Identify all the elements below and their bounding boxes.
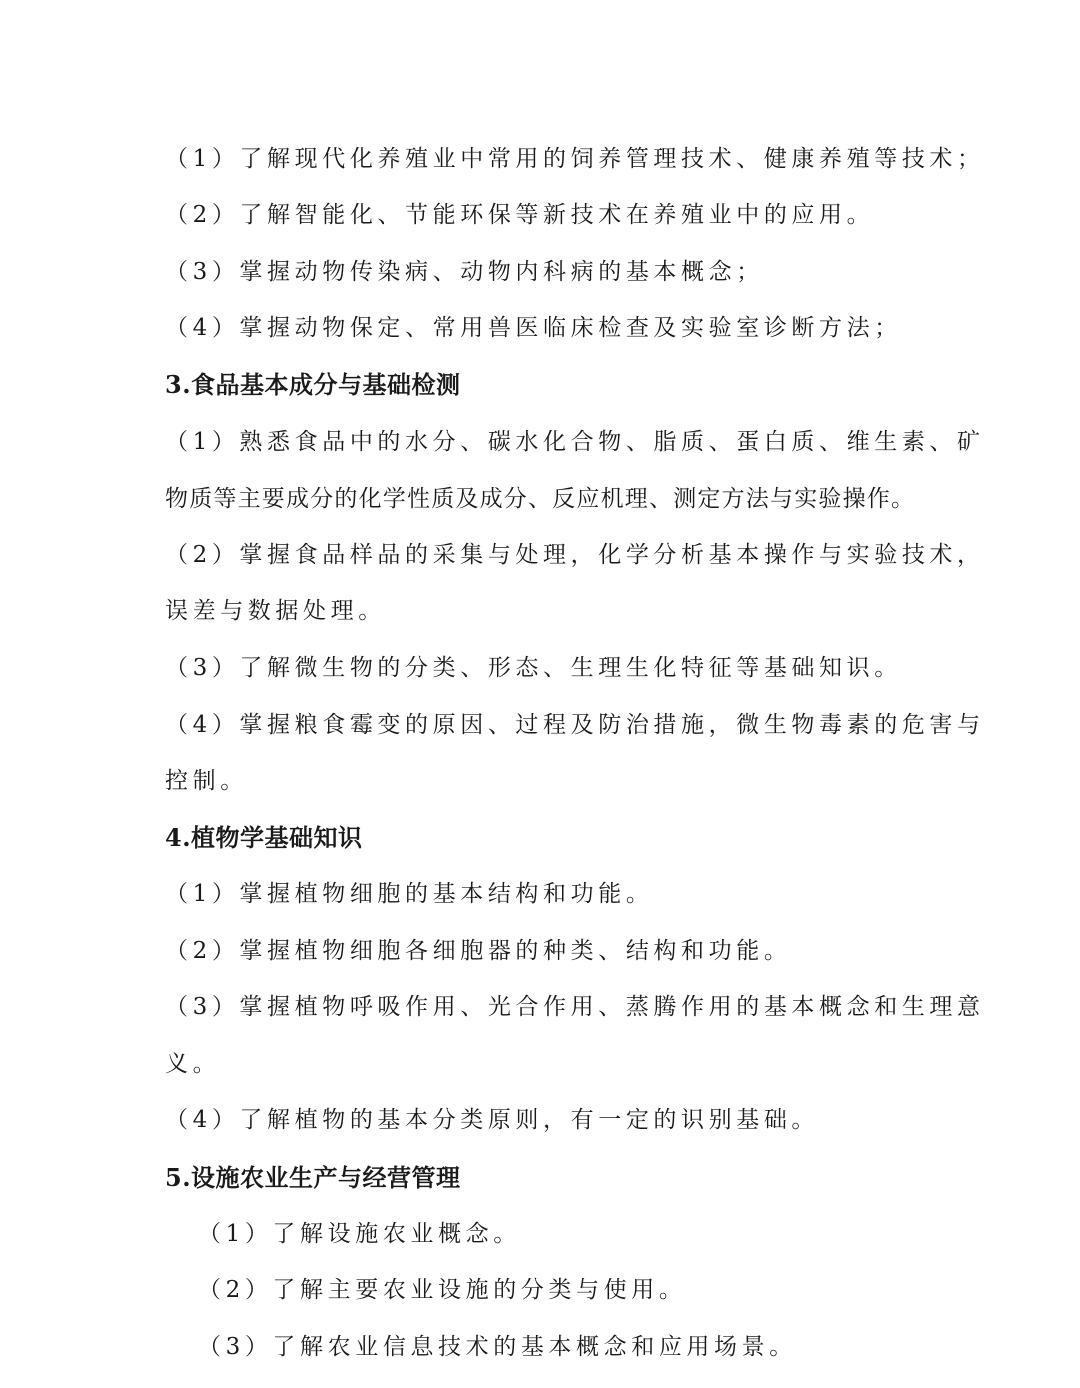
section2-item-4: （4）掌握动物保定、常用兽医临床检查及实验室诊断方法； bbox=[165, 315, 902, 341]
section3-line-5: （3）了解微生物的分类、形态、生理生化特征等基础知识。 bbox=[165, 655, 902, 681]
section4-line-1: （1）掌握植物细胞的基本结构和功能。 bbox=[165, 881, 654, 907]
section5-line-2: （2）了解主要农业设施的分类与使用。 bbox=[198, 1277, 687, 1303]
section3-line-7: 控制。 bbox=[165, 768, 248, 794]
section4-line-3: （3）掌握植物呼吸作用、光合作用、蒸腾作用的基本概念和生理意 bbox=[165, 994, 985, 1020]
section3-line-4: 误差与数据处理。 bbox=[165, 598, 386, 624]
section3-line-6: （4）掌握粮食霉变的原因、过程及防治措施，微生物毒素的危害与 bbox=[165, 712, 985, 738]
section2-item-1: （1）了解现代化养殖业中常用的饲养管理技术、健康养殖等技术； bbox=[165, 146, 985, 172]
section5-line-1: （1）了解设施农业概念。 bbox=[198, 1221, 521, 1247]
section4-line-5: （4）了解植物的基本分类原则，有一定的识别基础。 bbox=[165, 1107, 820, 1133]
section3-line-2: 物质等主要成分的化学性质及成分、反应机理、测定方法与实验操作。 bbox=[165, 486, 916, 512]
section5-line-3: （3）了解农业信息技术的基本概念和应用场景。 bbox=[198, 1334, 797, 1360]
section2-item-2: （2）了解智能化、节能环保等新技术在养殖业中的应用。 bbox=[165, 202, 875, 228]
section3-line-1: （1）熟悉食品中的水分、碳水化合物、脂质、蛋白质、维生素、矿 bbox=[165, 429, 985, 455]
section4-line-2: （2）掌握植物细胞各细胞器的种类、结构和功能。 bbox=[165, 938, 792, 964]
section4-line-4: 义。 bbox=[165, 1051, 221, 1077]
section3-line-3: （2）掌握食品样品的采集与处理，化学分析基本操作与实验技术， bbox=[165, 542, 985, 568]
section4-heading: 4.植物学基础知识 bbox=[165, 823, 363, 852]
section5-heading: 5.设施农业生产与经营管理 bbox=[165, 1163, 461, 1192]
section3-heading: 3.食品基本成分与基础检测 bbox=[165, 370, 461, 399]
section2-item-3: （3）掌握动物传染病、动物内科病的基本概念； bbox=[165, 259, 764, 285]
